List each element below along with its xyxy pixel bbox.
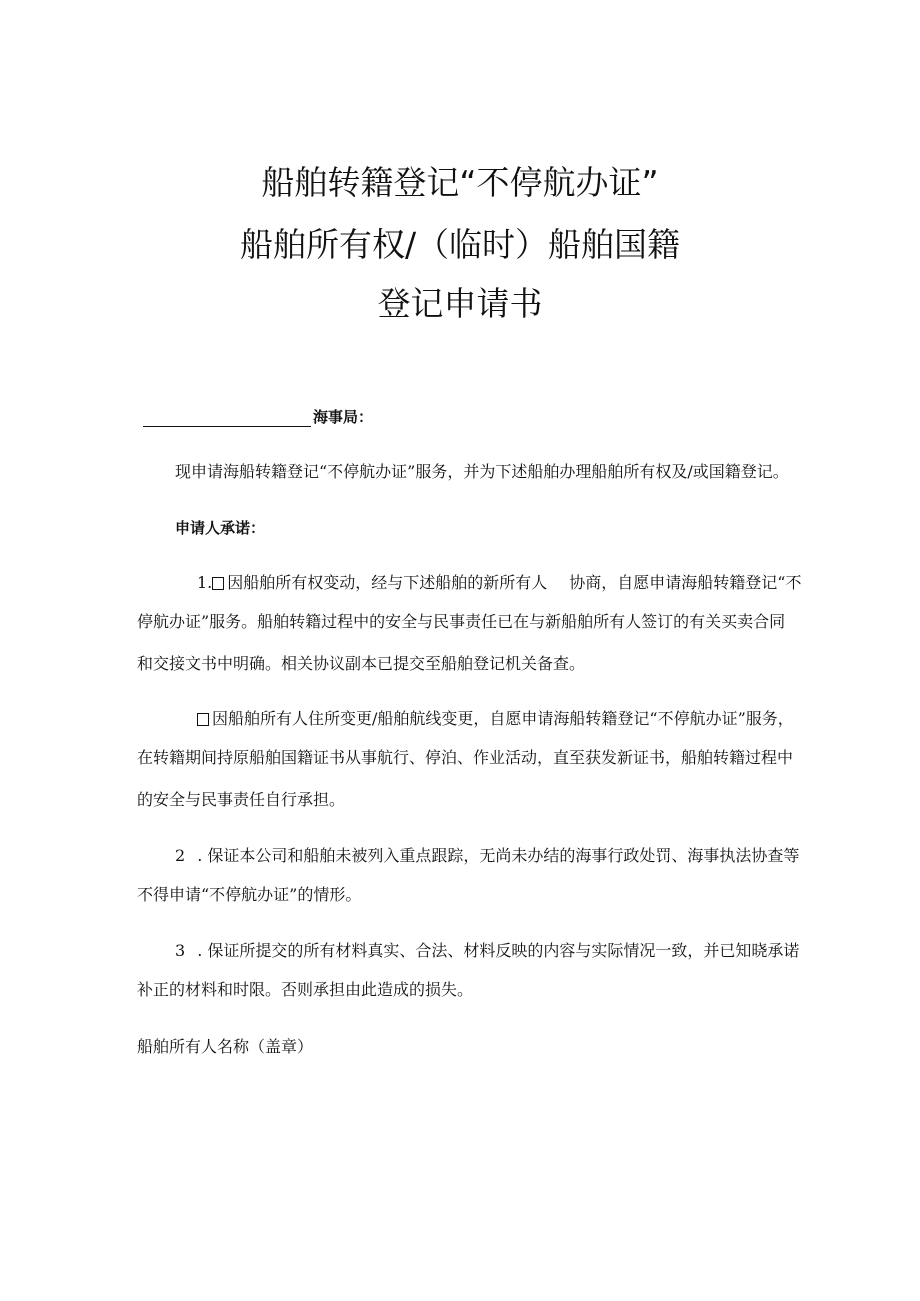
item3-text-1: . 保证所提交的所有材料真实、合法、材料反映的内容与实际情况一致，并已知晓承诺 [197,941,800,960]
item2-number: 2 [175,846,186,865]
item1-option-a-text-2: 协商，自愿申请海船转籍登记“不 [569,573,802,592]
item3-line-1 [175,941,799,961]
document-title-line-2: 船舶所有权/（临时）船舶国籍 [239,225,681,264]
item3-number: 3 [175,941,186,960]
item1-option-a-line-1 [197,573,801,593]
item1-option-b-text-1: 因船舶所有人住所变更/船舶航线变更，自愿申请海船转籍登记“不停航办证”服务， [212,709,794,728]
item1-option-b-line-3: 的安全与民事责任自行承担。 [137,790,346,809]
item3-line-2: 补正的材料和时限。否则承担由此造成的损失。 [137,980,474,999]
item1-option-a-text-1: 因船舶所有权变动，经与下述船舶的新所有人 [227,573,548,592]
item1-option-b-line-1 [197,709,794,729]
commitment-heading: 申请人承诺： [175,519,266,537]
item1-number: 1. [197,573,213,592]
document-title-line-1: 船舶转籍登记“不停航办证” [261,163,659,202]
item2-text-1: . 保证本公司和船舶未被列入重点跟踪，无尚未办结的海事行政处罚、海事执法协查等 [197,846,800,865]
owner-signature-label: 船舶所有人名称（盖章） [137,1037,314,1056]
item2-line-1 [175,846,799,866]
document-title-line-3: 登记申请书 [377,284,543,323]
address-route-change-checkbox[interactable] [197,713,209,726]
item1-option-a-line-3: 和交接文书中明确。相关协议副本已提交至船舶登记机关备查。 [137,654,586,673]
intro-paragraph: 现申请海船转籍登记“不停航办证”服务，并为下述船舶办理船舶所有权及/或国籍登记。 [175,462,789,481]
item1-option-b-line-2: 在转籍期间持原船舶国籍证书从事航行、停泊、作业活动，直至获发新证书，船舶转籍过程中 [137,748,794,767]
item1-option-a-line-2: 停航办证”服务。船舶转籍过程中的安全与民事责任已在与新船舶所有人签订的有关买卖合同 [137,612,786,631]
maritime-bureau-blank[interactable] [143,426,311,427]
ownership-change-checkbox[interactable] [212,577,224,590]
maritime-bureau-label: 海事局： [313,408,374,426]
item2-line-2: 不得申请“不停航办证”的情形。 [137,885,362,904]
